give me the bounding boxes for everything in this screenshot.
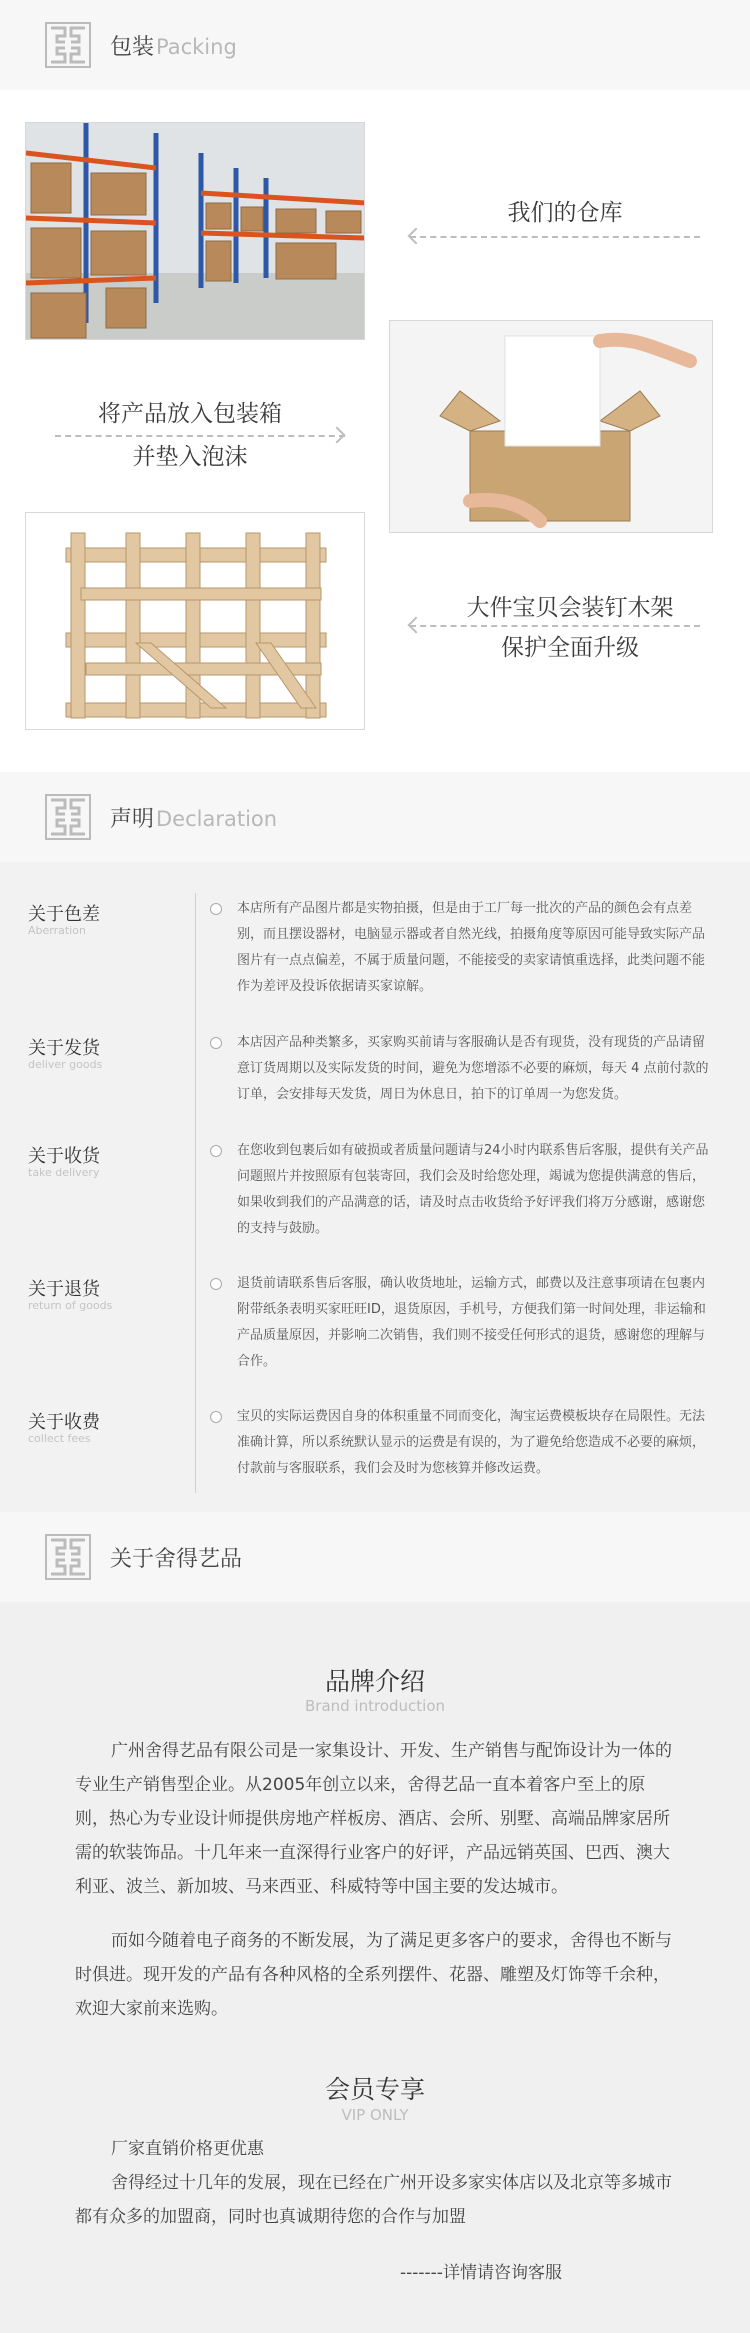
brand-paragraph-2: 而如今随着电子商务的不断发展，为了满足更多客户的要求，舍得也不断与时俱进。现开发的产品有各种风格的全系列摆件、花器、雕塑及灯饰等千余种，欢迎大家前来选购。 (75, 1931, 672, 2019)
fret-pattern-logo-icon (45, 1534, 91, 1580)
vip-paragraph: 舍得经过十几年的发展，现在已经在广州开设多家实体店以及北京等多城市都有众多的加盟商，同时也真诚期待您的合作与加盟 (75, 2173, 672, 2227)
caption-warehouse: 我们的仓库 (507, 200, 623, 226)
brand-subtitle: Brand introduction (304, 1697, 446, 1715)
arrow-left-icon (408, 228, 425, 245)
packing-header (0, 0, 750, 90)
bullet-circle-icon (210, 1278, 222, 1290)
declaration-item-title: 关于色差 (28, 904, 100, 925)
declaration-item-title: 关于发货 (28, 1038, 100, 1059)
declaration-item-text: 本店因产品种类繁多，买家购买前请与客服确认是否有现货，没有现货的产品请留意订货周期以及实际发货的时间，避免为您增添不必要的麻烦，每天 4 点前付款的订单，会安排每天发货，周日为休息日，拍下的订单周一为您发货。 (237, 1035, 709, 1102)
declaration-item-title: 关于收货 (28, 1146, 100, 1167)
vip-title: 会员专享 (324, 2075, 425, 2104)
caption-crate-line2: 保护全面升级 (501, 635, 639, 661)
declaration-item-subtitle: return of goods (28, 1299, 113, 1312)
warehouse-photo (25, 122, 365, 340)
bullet-circle-icon (210, 1037, 222, 1049)
fret-pattern-logo-icon (45, 794, 91, 840)
declaration-item-text: 在您收到包裹后如有破损或者质量问题请与24小时内联系售后客服，提供有关产品问题照片并按照原有包装寄回，我们会及时给您处理，竭诚为您提供满意的售后，如果收到我们的产品满意的话，请及时点击收货给予好评我们将万分感谢，感谢您的支持与鼓励。 (237, 1143, 709, 1236)
declaration-title-en: Declaration (156, 807, 278, 831)
about-header (0, 1512, 750, 1602)
bullet-circle-icon (210, 903, 222, 915)
declaration-item-subtitle: deliver goods (28, 1058, 103, 1071)
bullet-circle-icon (210, 1411, 222, 1423)
timeline-divider (195, 893, 196, 1493)
declaration-item-subtitle: Aberration (28, 924, 86, 937)
about-title: 关于舍得艺品 (110, 1547, 243, 1572)
box-photo (389, 320, 713, 533)
declaration-item-text: 宝贝的实际运费因自身的体积重量不同而变化，淘宝运费模板块存在局限性。无法准确计算，所以系统默认显示的运费是有误的，为了避免给您造成不必要的麻烦，付款前与客服联系，我们会及时为您核算并修改运费。 (237, 1409, 706, 1476)
caption-box-line1: 将产品放入包装箱 (98, 401, 282, 427)
declaration-title: 声明Declaration (110, 807, 278, 832)
brand-title: 品牌介绍 (324, 1667, 425, 1696)
packing-title-en: Packing (156, 35, 237, 59)
packing-title: 包装Packing (110, 35, 237, 60)
declaration-item-title: 关于退货 (28, 1279, 100, 1300)
bullet-circle-icon (210, 1145, 222, 1157)
declaration-item-text: 本店所有产品图片都是实物拍摄，但是由于工厂每一批次的产品的颜色会有点差别，而且摆设器材，电脑显示器或者自然光线，拍摄角度等原因可能导致实际产品图片有一点点偏差，不属于质量问题，不能接受的卖家请慎重选择，此类问题不能作为差评及投诉依据请买家谅解。 (237, 901, 706, 994)
declaration-item-subtitle: take delivery (28, 1166, 100, 1179)
wooden-crate-photo (25, 512, 365, 730)
dashed-line (410, 236, 700, 238)
caption-crate-line1: 大件宝贝会装钉木架 (466, 595, 674, 621)
declaration-item-title: 关于收费 (28, 1412, 100, 1433)
caption-box-line2: 并垫入泡沫 (132, 444, 248, 470)
vip-subtitle: VIP ONLY (341, 2106, 409, 2124)
vip-highlight: 厂家直销价格更优惠 (111, 2139, 264, 2159)
declaration-item-subtitle: collect fees (28, 1432, 91, 1445)
vip-contact-note: -------详情请咨询客服 (400, 2263, 562, 2283)
brand-paragraph-1: 广州舍得艺品有限公司是一家集设计、开发、生产销售与配饰设计为一体的专业生产销售型企业。从2005年创立以来，舍得艺品一直本着客户至上的原则，热心为专业设计师提供房地产样板房、酒店、会所、别墅、高端品牌家居所需的软装饰品。十几年来一直深得行业客户的好评，产品远销英国、巴西、澳大利亚、波兰、新加坡、马来西亚、科威特等中国主要的发达城市。 (75, 1741, 672, 1897)
declaration-item-text: 退货前请联系售后客服，确认收货地址，运输方式，邮费以及注意事项请在包裹内附带纸条表明买家旺旺ID，退货原因，手机号，方便我们第一时间处理，非运输和产品质量原因，并影响二次销售，我们则不接受任何形式的退货，感谢您的理解与合作。 (237, 1276, 706, 1369)
declaration-header (0, 772, 750, 862)
fret-pattern-logo-icon (45, 22, 91, 68)
